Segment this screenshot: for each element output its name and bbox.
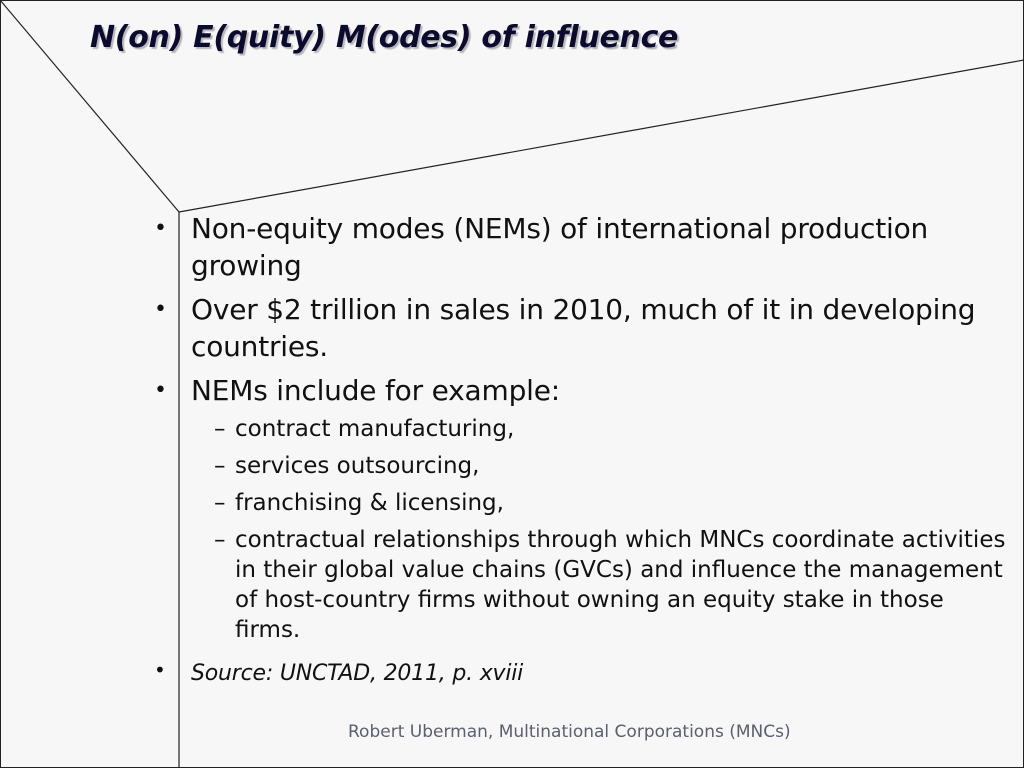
- sub-bullet-item: [150, 414, 1010, 444]
- sub-bullet-text: contract manufacturing,: [235, 416, 515, 442]
- sub-bullet-text: services outsourcing,: [235, 453, 480, 479]
- bullet-item: [150, 372, 1010, 409]
- dash-icon: –: [214, 453, 226, 479]
- bullet-text: Over $2 trillion in sales in 2010, much of it in developing countries.: [191, 293, 976, 363]
- bullet-item: [150, 210, 1010, 284]
- sub-bullet-item: [150, 451, 1010, 481]
- sub-bullet-list: [150, 414, 1010, 645]
- slide-footer: Robert Uberman, Multinational Corporations (MNCs): [348, 722, 791, 742]
- dash-icon: –: [214, 490, 226, 516]
- bullet-icon: •: [154, 378, 167, 403]
- bullet-text: Non-equity modes (NEMs) of international production growing: [191, 212, 929, 282]
- bullet-icon: •: [154, 297, 167, 322]
- dash-icon: –: [214, 416, 226, 442]
- bullet-item: [150, 291, 1010, 365]
- sub-bullet-text: franchising & licensing,: [235, 490, 504, 516]
- sub-bullet-text: contractual relationships through which MNCs coordinate activities in their global value chains (GVCs) and influence the management of host-country firms without owning an equity stake in those firms.: [235, 527, 1006, 643]
- dash-icon: –: [214, 527, 226, 553]
- bullet-text: NEMs include for example:: [191, 374, 560, 407]
- sub-bullet-item: [150, 525, 1010, 645]
- source-citation: Source: UNCTAD, 2011, p. xviii: [191, 661, 524, 686]
- sub-bullet-item: [150, 488, 1010, 518]
- diagonal-line-right: [179, 60, 1024, 212]
- source-item: [150, 652, 1010, 689]
- slide-content: [150, 210, 1010, 696]
- bullet-icon: •: [154, 216, 167, 241]
- slide-title: N(on) E(quity) M(odes) of influence: [90, 20, 679, 55]
- bullet-icon: •: [154, 658, 166, 682]
